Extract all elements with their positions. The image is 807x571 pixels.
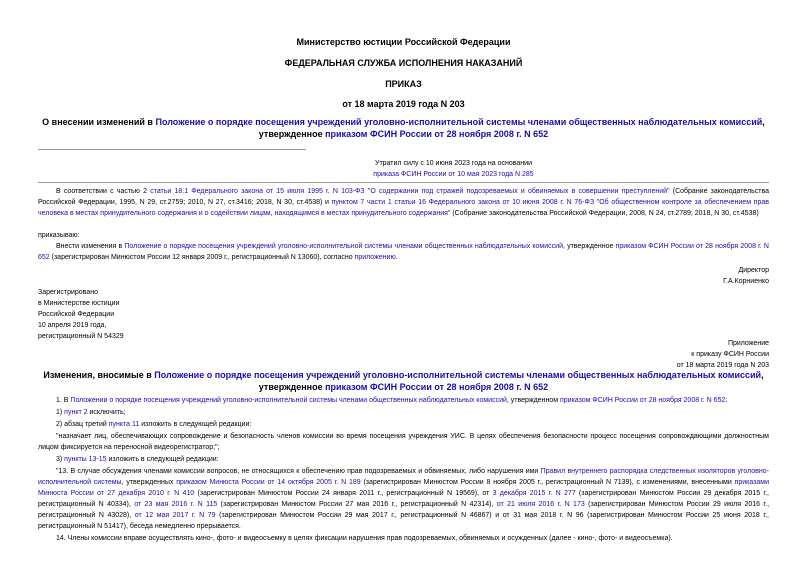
item-text: (зарегистрирован Минюстом России 8 ноября 2005 г., регистрационный N 7139), с изменениями, внесенными — [360, 479, 735, 486]
item-7: 14. Члены комиссии вправе осуществлять кино-, фото- и видеосъемку в целях фиксации нарушения прав подозреваемых, обвиняемых и осужденных (далее - кино-, фото- и видеосъемка). — [56, 535, 673, 542]
registration-line: Российской Федерации — [38, 311, 115, 318]
order-word: приказываю: — [38, 232, 80, 239]
status-note — [0, 158, 807, 180]
item-text: "13. В случае обсуждения членами комиссии вопросов, не относящихся к обеспечению прав подозреваемых и обвиняемых, либо нарушения ими — [56, 468, 541, 475]
item-3 — [38, 419, 769, 430]
item-1 — [38, 395, 769, 406]
item-text: изложить в следующей редакции: — [106, 456, 219, 463]
order-115-link[interactable]: от 23 мая 2016 г. N 115 — [134, 501, 218, 508]
service-heading: ФЕДЕРАЛЬНАЯ СЛУЖБА ИСПОЛНЕНИЯ НАКАЗАНИЙ — [284, 58, 523, 68]
appendix-block — [500, 338, 769, 371]
preamble-text: (Собрание законодательства Российской Федерации, 2008, N 24, ст.2789; 2018, N 30, ст.4538) — [450, 210, 759, 217]
document-title — [40, 116, 767, 140]
law-103-link[interactable]: статьи 18.1 Федерального закона от 15 июля 1995 г. N 103-ФЗ "О содержании под стражей подозреваемых и обвиняемых в совершении преступлений" — [150, 188, 670, 195]
item-text: изложить в следующей редакции: — [139, 421, 252, 428]
order-date-number: от 18 марта 2019 года N 203 — [342, 99, 465, 109]
title-regulation-link[interactable]: Положение о порядке посещения учреждений уголовно-исполнительной системы членами общественных наблюдательных комиссий — [155, 117, 763, 127]
preamble-paragraph — [38, 186, 769, 219]
body-order-link[interactable]: приказом ФСИН России от 28 ноября 2008 г. N 652 — [38, 243, 769, 261]
item-2 — [38, 407, 769, 418]
item2-clause-link[interactable]: пункт 2 — [64, 409, 88, 416]
body-text: . — [395, 254, 398, 261]
item-6 — [38, 466, 769, 532]
item5-clauses-link[interactable]: пункты 13-15 — [64, 456, 107, 463]
item-text: 3) — [56, 456, 65, 463]
item3-clause-link[interactable]: пункта 11 — [108, 421, 140, 428]
item-text: : — [725, 397, 728, 404]
signature-block — [500, 265, 769, 287]
changes-order-link[interactable]: приказом ФСИН России от 28 ноября 2008 г. N 652 — [325, 382, 549, 392]
item-text: 1) — [56, 409, 65, 416]
order-189-link[interactable]: приказом Минюста России от 14 октября 2005 г. N 189 — [176, 479, 361, 486]
item-5 — [38, 454, 769, 465]
registration-line: в Министерстве юстиции — [38, 300, 120, 307]
item1-order-link[interactable]: приказом ФСИН России от 28 ноября 2008 г. N 652 — [559, 397, 726, 404]
order-277-link[interactable]: 3 декабря 2015 г. N 277 — [492, 490, 576, 497]
title-middle: , утвержденное — [258, 117, 765, 139]
item-text: (зарегистрирован Минюстом России 29 мая 2017 г., регистрационный N 46867) и от 31 мая 2018 г. N 96 (зарегистрирован Минюстом России 25 июня 2018 г., регистрационный N 51417), беседа немедленно прерывается. — [38, 512, 769, 530]
body-text: Внести изменения в — [56, 243, 125, 250]
preamble-text: В соответствии с частью 2 — [56, 188, 151, 195]
title-prefix: О внесении изменений в — [42, 117, 156, 127]
item-text: (зарегистрирован Минюстом России 29 декабря 2015 г., регистрационный N 40334), — [38, 490, 769, 508]
law-76-link[interactable]: пунктом 7 части 1 статьи 16 Федерального закона от 10 июня 2008 г. N 76-ФЗ "Об общественном контроле за обеспечением прав человека в местах принудительного содержания и о содействии лицам, находящимся в местах принудительного содержания" — [38, 199, 769, 217]
registration-block — [38, 287, 338, 342]
body-text: , утвержденное — [562, 243, 616, 250]
appendix-link[interactable]: приложению — [354, 254, 396, 261]
status-repeal-link[interactable]: приказа ФСИН России от 10 мая 2023 года N 285 — [373, 171, 534, 178]
status-line: Утратил силу с 10 июня 2023 года на основании — [375, 160, 532, 167]
divider-rule — [38, 149, 306, 150]
item-4: "назначает лиц, обеспечивающих сопровождение и безопасность членов комиссии во время посещения учреждения УИС. В целях обеспечения безопасности процесс посещения сопровождающими должностным лицом фиксируется на переносной видеорегистратор;"; — [38, 433, 769, 451]
changes-title-middle: , утвержденное — [258, 370, 764, 392]
item-text: (зарегистрирован Минюстом России 27 мая 2016 г., регистрационный N 42314), — [217, 501, 497, 508]
appendix-line: к приказу ФСИН России — [691, 351, 769, 358]
registration-line: 10 апреля 2019 года, — [38, 322, 107, 329]
body-paragraph — [38, 241, 769, 263]
title-order-link[interactable]: приказом ФСИН России от 28 ноября 2008 г. N 652 — [325, 129, 549, 139]
preamble-text: (Собрание законодательства Российской Федерации, 1995, N 29, ст.2759; 2010, N 27, ст.3416; 2018, N 30, ст.4538) и — [38, 188, 769, 206]
order-79-link[interactable]: от 12 мая 2017 г. N 79 — [134, 512, 216, 519]
changes-list — [38, 395, 769, 544]
changes-title-prefix: Изменения, вносимые в — [43, 370, 155, 380]
body-text: (зарегистрирован Минюстом России 12 января 2009 г., регистрационный N 13060), согласно — [49, 254, 355, 261]
item-text: , утвержденных — [121, 479, 177, 486]
item1-regulation-link[interactable]: Положении о порядке посещения учреждений уголовно-исполнительной системы членами общественных наблюдательных комиссий — [70, 397, 507, 404]
item-text: 2) абзац третий — [56, 421, 109, 428]
divider-rule-2 — [38, 182, 769, 183]
ministry-heading: Министерство юстиции Российской Федерации — [296, 37, 511, 47]
appendix-line: от 18 марта 2019 года N 203 — [676, 362, 769, 369]
order-173-link[interactable]: от 21 июля 2016 г. N 173 — [496, 501, 585, 508]
body-regulation-link[interactable]: Положение о порядке посещения учреждений уголовно-исполнительной системы членами общественных наблюдательных комиссий — [124, 243, 563, 250]
changes-title — [40, 369, 767, 393]
doc-type-heading: ПРИКАЗ — [385, 79, 422, 89]
item-text: , утвержденном — [506, 397, 560, 404]
order-410-link[interactable]: приказами Минюста России от 27 декабря 2010 г. N 410 — [38, 479, 769, 497]
appendix-line: Приложение — [727, 340, 769, 347]
item-text: (зарегистрирован Минюстом России 24 января 2011 г., регистрационный N 19569), от — [194, 490, 493, 497]
signature-name: Г.А.Корниенко — [723, 278, 769, 285]
item-text: исключить; — [87, 409, 126, 416]
registration-line: Зарегистрировано — [38, 289, 98, 296]
changes-regulation-link[interactable]: Положение о порядке посещения учреждений уголовно-исполнительной системы членами общественных наблюдательных комиссий — [154, 370, 762, 380]
item-text: (зарегистрирован Минюстом России 29 июля 2016 г., регистрационный N 43028), — [38, 501, 770, 519]
item-text: 1. В — [56, 397, 71, 404]
registration-line: регистрационный N 54329 — [38, 333, 124, 340]
signature-position: Директор — [738, 267, 769, 274]
rules-link[interactable]: Правил внутреннего распорядка следственных изоляторов уголовно-исполнительной системы — [38, 468, 769, 486]
